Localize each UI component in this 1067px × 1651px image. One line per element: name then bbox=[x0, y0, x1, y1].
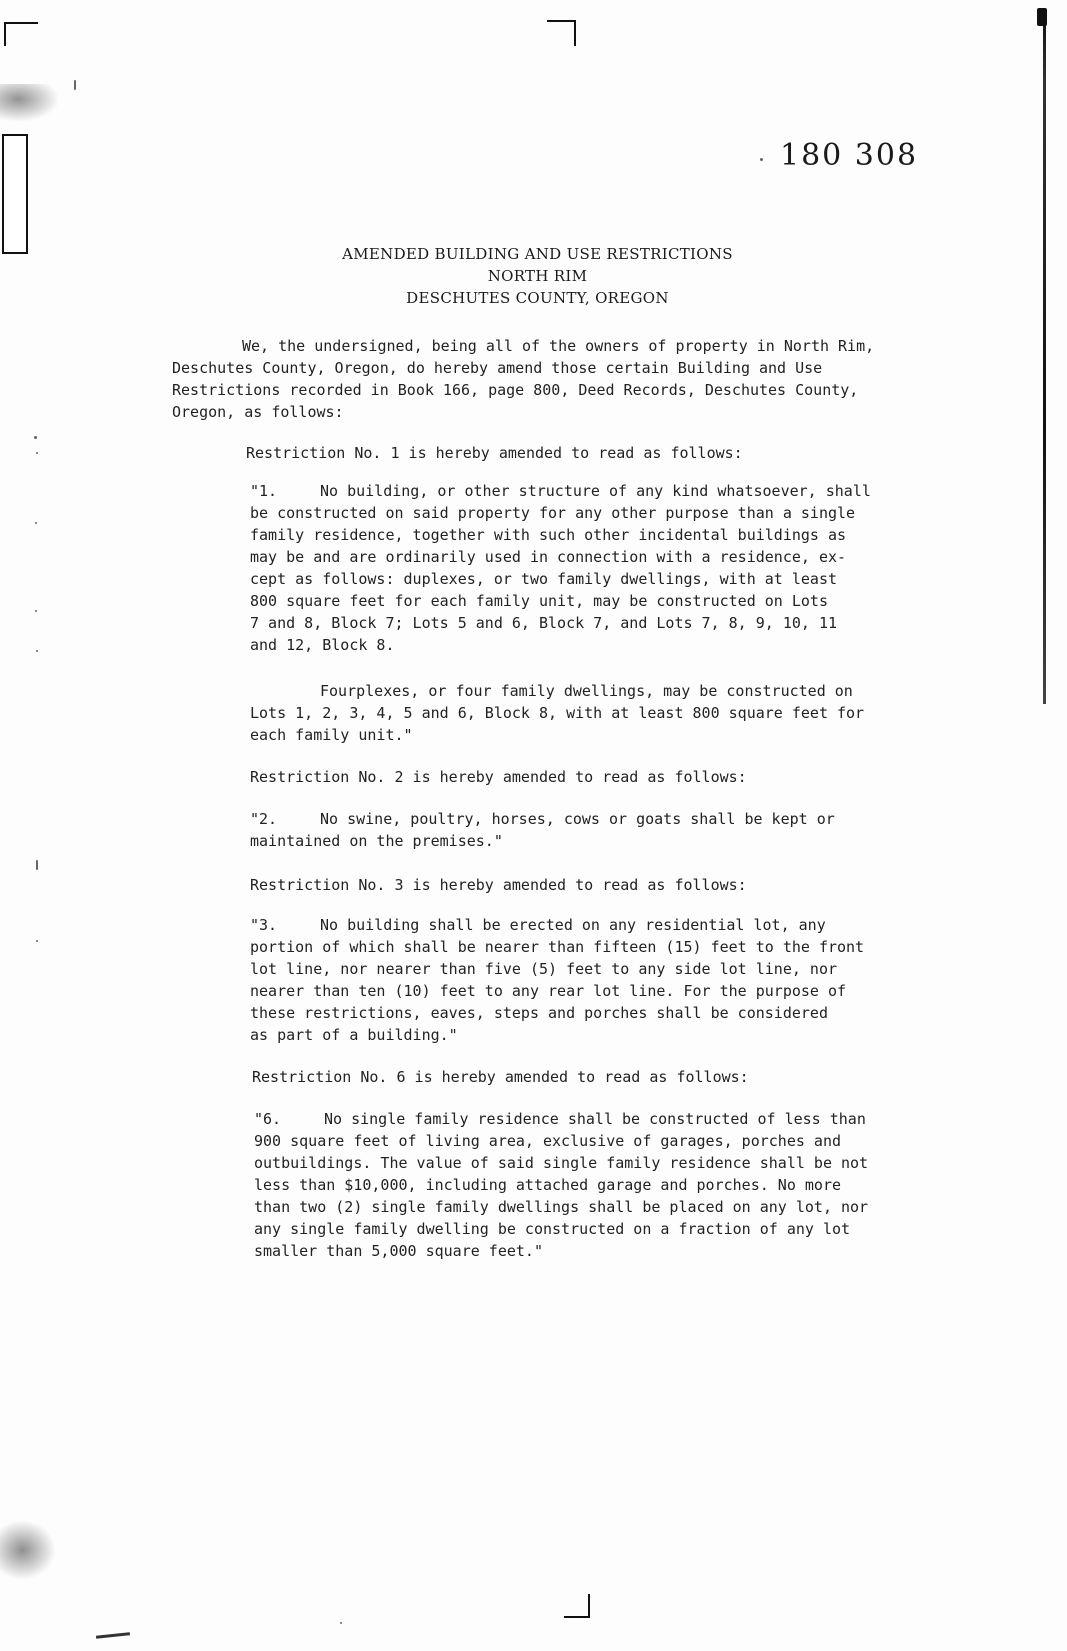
restriction-3-text bbox=[250, 914, 864, 1046]
heading-line: NORTH RIM bbox=[487, 267, 588, 285]
scan-edge-nub bbox=[1037, 8, 1047, 26]
restriction-number: "2. bbox=[250, 810, 278, 828]
text-line: 800 square feet for each family unit, may be constructed on Lots bbox=[250, 592, 828, 610]
restriction-2-intro: Restriction No. 2 is hereby amended to read as follows: bbox=[250, 768, 747, 786]
text-line: than two (2) single family dwellings shall be placed on any lot, nor bbox=[254, 1198, 869, 1216]
restriction-2-text bbox=[250, 808, 835, 852]
document-heading bbox=[300, 243, 775, 309]
restriction-number: "1. bbox=[250, 482, 278, 500]
text-line: family residence, together with such other incidental buildings as bbox=[250, 526, 847, 544]
registration-mark-bottom-center-vertical bbox=[588, 1594, 590, 1618]
restriction-number: "3. bbox=[250, 916, 278, 934]
scan-speck bbox=[35, 610, 37, 612]
restriction-1-intro: Restriction No. 1 is hereby amended to read as follows: bbox=[246, 444, 743, 462]
text-line: as part of a building." bbox=[250, 1026, 458, 1044]
restriction-number: "6. bbox=[254, 1110, 282, 1128]
text-line: be constructed on said property for any other purpose than a single bbox=[250, 504, 856, 522]
registration-mark-bottom-center bbox=[564, 1616, 590, 1618]
scan-speck bbox=[35, 522, 37, 524]
scan-smudge-top-left bbox=[0, 84, 60, 122]
scan-edge-line bbox=[1043, 14, 1046, 704]
text-line: "1. No building, or other structure of any kind whatsoever, shall bbox=[250, 482, 871, 500]
text-line: any single family dwelling be constructed on a fraction of any lot bbox=[254, 1220, 851, 1238]
scan-smudge-bottom-left bbox=[0, 1520, 56, 1580]
text-line: "3. No building shall be erected on any residential lot, any bbox=[250, 916, 826, 934]
scan-speck bbox=[36, 452, 38, 454]
registration-mark-top-center bbox=[547, 20, 575, 22]
text-line: "2. No swine, poultry, horses, cows or goats shall be kept or bbox=[250, 810, 835, 828]
scan-speck bbox=[36, 860, 38, 870]
text-line: less than $10,000, including attached garage and porches. No more bbox=[254, 1176, 841, 1194]
text-line: these restrictions, eaves, steps and porches shall be considered bbox=[250, 1004, 828, 1022]
restriction-6-text bbox=[254, 1108, 868, 1262]
text-line: We, the undersigned, being all of the owners of property in North Rim, bbox=[242, 337, 875, 355]
restriction-1-paragraph-2 bbox=[250, 680, 864, 746]
text-line: Deschutes County, Oregon, do hereby amend those certain Building and Use bbox=[172, 359, 823, 377]
text-line: 900 square feet of living area, exclusive of garages, porches and bbox=[254, 1132, 841, 1150]
text-line: may be and are ordinarily used in connection with a residence, ex- bbox=[250, 548, 847, 566]
scan-speck bbox=[34, 436, 37, 439]
scan-speck bbox=[36, 940, 38, 942]
heading-line: DESCHUTES COUNTY, OREGON bbox=[406, 289, 669, 307]
registration-mark-top-left bbox=[4, 22, 38, 24]
restriction-1-text bbox=[250, 480, 871, 656]
text-line: lot line, nor nearer than five (5) feet to any side lot line, nor bbox=[250, 960, 837, 978]
scan-speck bbox=[74, 80, 76, 90]
scan-speck bbox=[36, 650, 38, 652]
registration-mark-top-center-vertical bbox=[574, 20, 576, 46]
text-line: "6. No single family residence shall be constructed of less than bbox=[254, 1110, 866, 1128]
text-line: Fourplexes, or four family dwellings, may be constructed on bbox=[320, 682, 853, 700]
restriction-6-intro: Restriction No. 6 is hereby amended to read as follows: bbox=[252, 1068, 749, 1086]
restriction-3-intro: Restriction No. 3 is hereby amended to read as follows: bbox=[250, 876, 747, 894]
heading-line: AMENDED BUILDING AND USE RESTRICTIONS bbox=[342, 245, 733, 263]
registration-mark-top-left-vertical bbox=[4, 22, 6, 46]
text-line: smaller than 5,000 square feet." bbox=[254, 1242, 543, 1260]
binding-tab-mark bbox=[2, 134, 28, 254]
text-line: and 12, Block 8. bbox=[250, 636, 395, 654]
text-line: maintained on the premises." bbox=[250, 832, 503, 850]
text-line: each family unit." bbox=[250, 726, 413, 744]
scan-speck bbox=[760, 158, 763, 161]
text-line: Oregon, as follows: bbox=[172, 403, 344, 421]
scan-speck bbox=[340, 1622, 342, 1624]
scan-stroke-bottom-left bbox=[96, 1632, 130, 1639]
text-line: 7 and 8, Block 7; Lots 5 and 6, Block 7, and Lots 7, 8, 9, 10, 11 bbox=[250, 614, 837, 632]
recording-number: 180 308 bbox=[780, 138, 919, 173]
text-line: portion of which shall be nearer than fifteen (15) feet to the front bbox=[250, 938, 865, 956]
text-line: Lots 1, 2, 3, 4, 5 and 6, Block 8, with at least 800 square feet for bbox=[250, 704, 865, 722]
intro-paragraph bbox=[172, 335, 874, 423]
text-line: nearer than ten (10) feet to any rear lot line. For the purpose of bbox=[250, 982, 847, 1000]
text-line: outbuildings. The value of said single family residence shall be not bbox=[254, 1154, 869, 1172]
text-line: cept as follows: duplexes, or two family dwellings, with at least bbox=[250, 570, 837, 588]
text-line: Restrictions recorded in Book 166, page 800, Deed Records, Deschutes County, bbox=[172, 381, 859, 399]
